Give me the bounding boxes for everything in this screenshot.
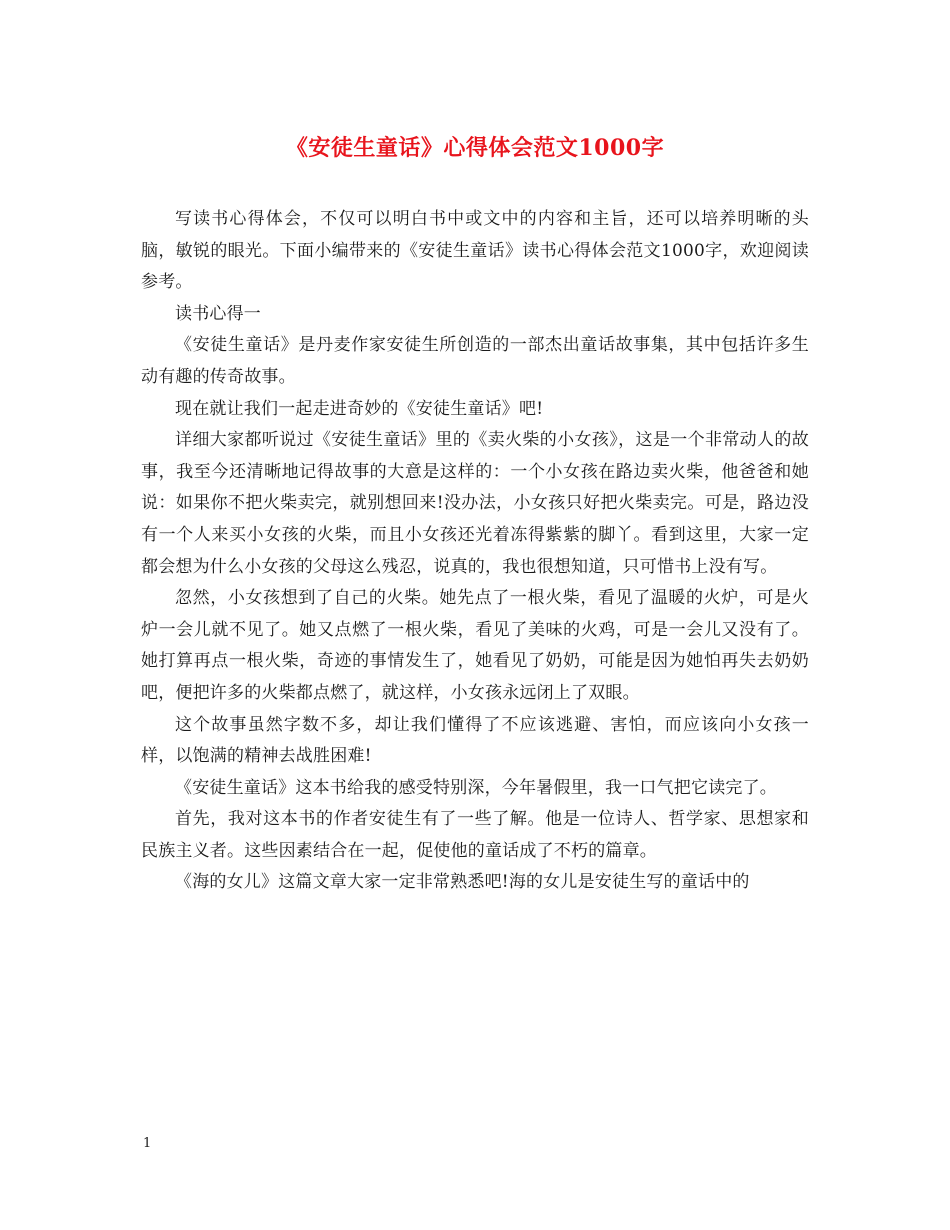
section-heading: 读书心得一 (175, 303, 261, 324)
document-body (141, 204, 809, 899)
document-title: 《安徒生童话》心得体会范文1000字 (285, 135, 665, 161)
page-number: 1 (143, 1136, 152, 1151)
paragraph: 详细大家都听说过《安徒生童话》里的《卖火柴的小女孩》，这是一个非常动人的故事，我至今还清晰地记得故事的大意是这样的：一个小女孩在路边卖火柴，他爸爸和她说：如果你不把火柴卖完，就别想回来!没办法，小女孩只好把火柴卖完。可是，路边没有一个人来买小女孩的火柴，而且小女孩还光着冻得紫紫的脚丫。看到这里，大家一定都会想为什么小女孩的父母这么残忍，说真的，我也很想知道，只可惜书上没有写。 (141, 430, 809, 577)
paragraph: 《安徒生童话》是丹麦作家安徒生所创造的一部杰出童话故事集，其中包括许多生动有趣的传奇故事。 (141, 335, 809, 387)
paragraph: 这个故事虽然字数不多，却让我们懂得了不应该逃避、害怕，而应该向小女孩一样，以饱满的精神去战胜困难! (141, 714, 809, 767)
paragraph: 现在就让我们一起走进奇妙的《安徒生童话》吧! (175, 398, 544, 419)
paragraph: 首先，我对这本书的作者安徒生有了一些了解。他是一位诗人、哲学家、思想家和民族主义者。这些因素结合在一起，促使他的童话成了不朽的篇章。 (141, 809, 809, 861)
paragraph: 《安徒生童话》这本书给我的感受特别深，今年暑假里，我一口气把它读完了。 (175, 777, 777, 798)
paragraph: 忽然，小女孩想到了自己的火柴。她先点了一根火柴，看见了温暖的火炉，可是火炉一会儿就不见了。她又点燃了一根火柴，看见了美味的火鸡，可是一会儿又没有了。她打算再点一根火柴，奇迹的事情发生了，她看见了奶奶，可能是因为她怕再失去奶奶吧，便把许多的火柴都点燃了，就这样，小女孩永远闭上了双眼。 (141, 588, 809, 703)
paragraph: 《海的女儿》这篇文章大家一定非常熟悉吧!海的女儿是安徒生写的童话中的 (175, 872, 750, 893)
paragraph-intro: 写读书心得体会，不仅可以明白书中或文中的内容和主旨，还可以培养明晰的头脑，敏锐的眼光。下面小编带来的《安徒生童话》读书心得体会范文1000字，欢迎阅读参考。 (141, 209, 809, 293)
